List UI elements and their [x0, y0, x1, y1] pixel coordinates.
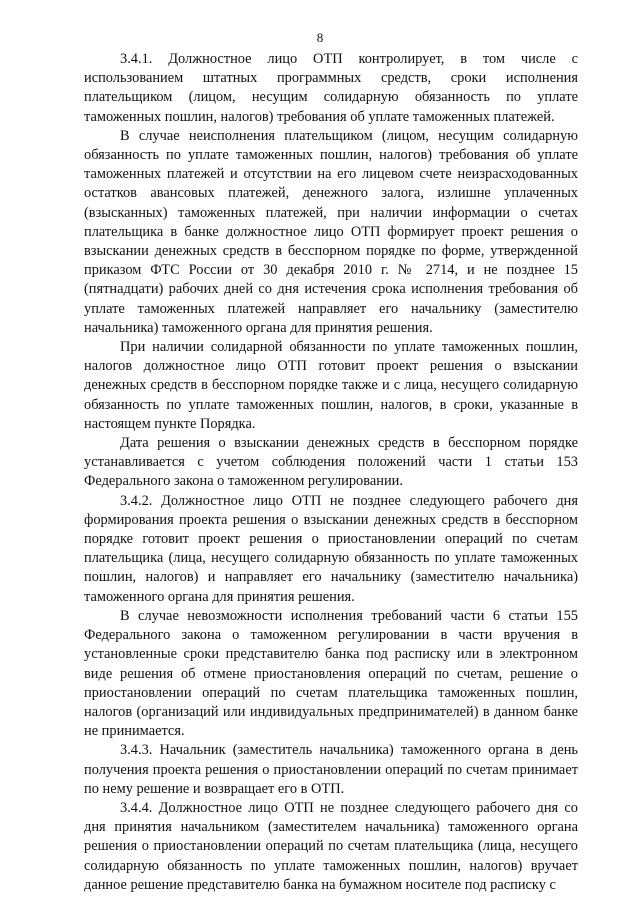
page-number: 8 [316, 30, 324, 45]
document-body [84, 50, 578, 895]
paragraph-decision-date: Дата решения о взыскании денежных средств в бесспорном порядке устанавливается с учетом соблюдения положений части 1 статьи 153 Федерального закона о таможенном регулировании. [84, 435, 578, 490]
paragraph-joint-obligation: При наличии солидарной обязанности по уплате таможенных пошлин, налогов должностное лицо ОТП готовит проект решения о взыскании денежных средств в бесспорном порядке также и с лица, несущего солидарную обязанность по уплате таможенных пошлин, налогов, в сроки, указанные в настоящем пункте Порядка. [84, 339, 578, 432]
paragraph-non-fulfillment: В случае неисполнения плательщиком (лицом, несущим солидарную обязанность по уплате таможенных пошлин, налогов) требования об уплате таможенных платежей и отсутствии на его лицевом счете неизрасходованных остатков авансовых платежей, денежного залога, излишне уплаченных (взысканных) таможенных платежей, при наличии информации о счетах плательщика в банке должностное лицо ОТП формирует проект решения о взыскании денежных средств в бесспорном порядке по форме, утвержденной приказом ФТС России от 30 декабря 2010 г. № 2714, и не позднее 15 (пятнадцати) рабочих дней со дня истечения срока исполнения требования об уплате таможенных платежей направляет его начальнику (заместителю начальника) таможенного органа для принятия решения. [84, 127, 578, 336]
paragraph-impossibility: В случае невозможности исполнения требований части 6 статьи 155 Федерального закона о таможенном регулировании в части вручения в установленные сроки представителю банка под расписку или в электронном виде решения об отмене приостановления операций по счетам, решение о приостановлении операций по счетам плательщика таможенных пошлин, налогов (организаций или индивидуальных предпринимателей) в данном банке не принимается. [84, 607, 578, 740]
paragraph-3-4-2: 3.4.2. Должностное лицо ОТП не позднее следующего рабочего дня формирования проекта решения о взыскании денежных средств в бесспорном порядке готовит проект решения о приостановлении операций по счетам плательщика (лица, несущего солидарную обязанность по уплате таможенных пошлин, налогов) и направляет его начальнику (заместителю начальника) таможенного органа для принятия решения. [84, 492, 578, 605]
paragraph-3-4-3: 3.4.3. Начальник (заместитель начальника) таможенного органа в день получения проекта решения о приостановлении операций по счетам принимает по нему решение и возвращает его в ОТП. [84, 742, 578, 797]
paragraph-3-4-4: 3.4.4. Должностное лицо ОТП не позднее следующего рабочего дня со дня принятия начальником (заместителем начальника) таможенного органа решения о приостановлении операций по счетам плательщика (лица, несущего солидарную обязанность по уплате таможенных пошлин, налогов) вручает данное решение представителю банка на бумажном носителе под расписку с [84, 799, 578, 893]
paragraph-3-4-1: 3.4.1. Должностное лицо ОТП контролирует, в том числе с использованием штатных программных средств, сроки исполнения плательщиком (лицом, несущим солидарную обязанность по уплате таможенных пошлин, налогов) требования об уплате таможенных платежей. [84, 51, 578, 125]
